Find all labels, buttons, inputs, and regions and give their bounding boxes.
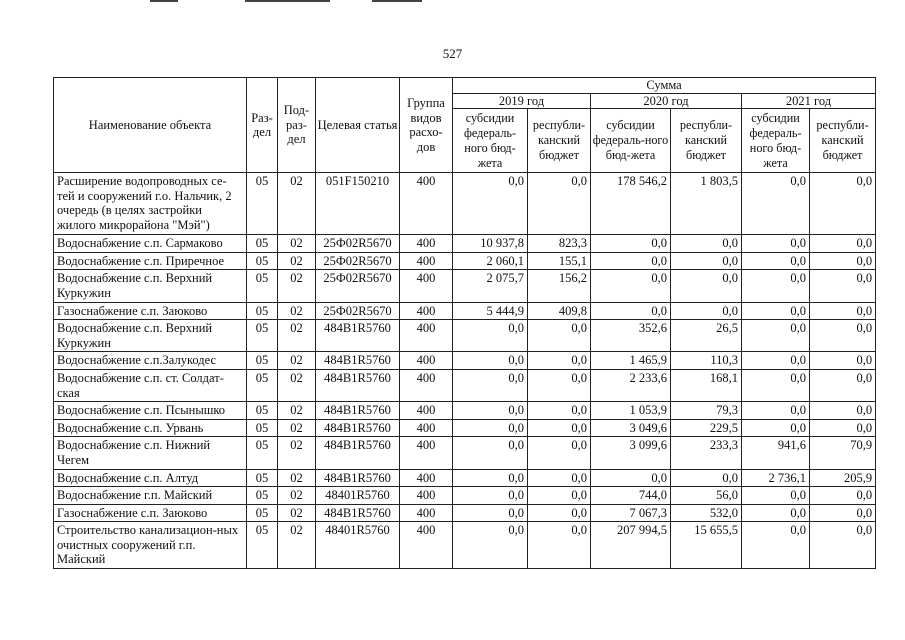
row-2019-rep: 0,0 [528, 437, 591, 469]
row-2019-fed: 0,0 [453, 522, 528, 569]
row-name: Водоснабжение с.п. ст. Солдат-ская [54, 369, 247, 401]
row-2020-fed: 352,6 [591, 320, 671, 352]
scan-mark [372, 0, 422, 2]
row-name: Водоснабжение с.п. Верхний Куркужин [54, 270, 247, 302]
row-2020-fed: 1 465,9 [591, 352, 671, 370]
header-fed: субсидии федераль-ного бюд-жета [453, 109, 528, 173]
row-2021-fed: 0,0 [742, 235, 810, 253]
row-section: 05 [247, 522, 278, 569]
row-2021-fed: 0,0 [742, 369, 810, 401]
row-subsection: 02 [278, 487, 316, 505]
row-group: 400 [400, 487, 453, 505]
row-subsection: 02 [278, 352, 316, 370]
row-2021-fed: 0,0 [742, 504, 810, 522]
row-group: 400 [400, 522, 453, 569]
row-2021-rep: 205,9 [810, 469, 876, 487]
row-group: 400 [400, 302, 453, 320]
row-2020-rep: 15 655,5 [671, 522, 742, 569]
table-row [54, 369, 876, 401]
row-2019-fed: 0,0 [453, 487, 528, 505]
row-section: 05 [247, 469, 278, 487]
header-year-2020: 2020 год [591, 93, 742, 109]
row-target: 484B1R5760 [316, 402, 400, 420]
row-2021-fed: 0,0 [742, 352, 810, 370]
row-group: 400 [400, 173, 453, 235]
row-2021-fed: 0,0 [742, 270, 810, 302]
row-2021-rep: 0,0 [810, 522, 876, 569]
row-2020-fed: 178 546,2 [591, 173, 671, 235]
row-target: 484B1R5760 [316, 369, 400, 401]
header-fed: субсидии федераль-ного бюд-жета [742, 109, 810, 173]
row-section: 05 [247, 352, 278, 370]
row-2020-fed: 3 049,6 [591, 419, 671, 437]
row-2021-rep: 0,0 [810, 352, 876, 370]
row-2021-fed: 941,6 [742, 437, 810, 469]
row-2019-rep: 0,0 [528, 369, 591, 401]
row-2019-rep: 0,0 [528, 522, 591, 569]
scan-mark [150, 0, 178, 2]
row-section: 05 [247, 504, 278, 522]
row-2019-fed: 0,0 [453, 320, 528, 352]
table-row [54, 437, 876, 469]
row-2020-fed: 1 053,9 [591, 402, 671, 420]
row-2020-fed: 0,0 [591, 235, 671, 253]
row-2021-fed: 0,0 [742, 522, 810, 569]
row-2021-rep: 0,0 [810, 270, 876, 302]
row-2019-rep: 0,0 [528, 487, 591, 505]
row-2020-fed: 207 994,5 [591, 522, 671, 569]
header-section: Раз-дел [247, 78, 278, 173]
row-section: 05 [247, 402, 278, 420]
row-2020-rep: 0,0 [671, 270, 742, 302]
table-row [54, 252, 876, 270]
row-group: 400 [400, 320, 453, 352]
row-2019-rep: 0,0 [528, 173, 591, 235]
row-2019-fed: 0,0 [453, 469, 528, 487]
header-rep: республи-канский бюджет [810, 109, 876, 173]
row-subsection: 02 [278, 504, 316, 522]
row-target: 25Ф02R5670 [316, 270, 400, 302]
row-2020-rep: 110,3 [671, 352, 742, 370]
header-fed: субсидии федераль-ного бюд-жета [591, 109, 671, 173]
row-section: 05 [247, 302, 278, 320]
row-2021-rep: 0,0 [810, 173, 876, 235]
row-2019-fed: 0,0 [453, 504, 528, 522]
table-row [54, 402, 876, 420]
row-2021-fed: 0,0 [742, 402, 810, 420]
row-2020-fed: 0,0 [591, 469, 671, 487]
row-name: Водоснабжение с.п. Алтуд [54, 469, 247, 487]
row-2019-fed: 0,0 [453, 369, 528, 401]
table-row [54, 419, 876, 437]
row-2019-fed: 0,0 [453, 352, 528, 370]
row-section: 05 [247, 487, 278, 505]
row-group: 400 [400, 402, 453, 420]
row-2021-rep: 0,0 [810, 369, 876, 401]
row-name: Водоснабжение с.п. Верхний Куркужин [54, 320, 247, 352]
row-2020-rep: 26,5 [671, 320, 742, 352]
row-2019-rep: 155,1 [528, 252, 591, 270]
header-year-2021: 2021 год [742, 93, 876, 109]
row-2020-rep: 168,1 [671, 369, 742, 401]
row-2019-rep: 0,0 [528, 469, 591, 487]
row-2019-fed: 0,0 [453, 173, 528, 235]
row-group: 400 [400, 504, 453, 522]
row-name: Водоснабжение с.п. Псынышко [54, 402, 247, 420]
row-2020-fed: 744,0 [591, 487, 671, 505]
scan-mark [245, 0, 330, 2]
row-group: 400 [400, 252, 453, 270]
row-target: 25Ф02R5670 [316, 252, 400, 270]
row-subsection: 02 [278, 302, 316, 320]
row-2019-rep: 823,3 [528, 235, 591, 253]
row-2021-fed: 0,0 [742, 302, 810, 320]
row-2019-fed: 2 075,7 [453, 270, 528, 302]
row-subsection: 02 [278, 419, 316, 437]
row-2021-rep: 0,0 [810, 504, 876, 522]
row-section: 05 [247, 369, 278, 401]
header-rep: республи-канский бюджет [671, 109, 742, 173]
header-name: Наименование объекта [54, 78, 247, 173]
row-name: Водоснабжение г.п. Майский [54, 487, 247, 505]
row-2020-fed: 7 067,3 [591, 504, 671, 522]
row-2021-rep: 0,0 [810, 320, 876, 352]
row-2020-rep: 1 803,5 [671, 173, 742, 235]
row-subsection: 02 [278, 173, 316, 235]
row-2019-rep: 0,0 [528, 352, 591, 370]
page-number: 527 [442, 46, 463, 61]
row-section: 05 [247, 235, 278, 253]
header-year-2019: 2019 год [453, 93, 591, 109]
row-target: 051F150210 [316, 173, 400, 235]
row-section: 05 [247, 437, 278, 469]
row-subsection: 02 [278, 252, 316, 270]
row-name: Строительство канализацион-ных очистных сооружений г.п. Майский [54, 522, 247, 569]
row-target: 484B1R5760 [316, 469, 400, 487]
row-name: Водоснабжение с.п. Урвань [54, 419, 247, 437]
row-subsection: 02 [278, 437, 316, 469]
row-target: 484B1R5760 [316, 352, 400, 370]
row-2020-fed: 3 099,6 [591, 437, 671, 469]
row-2020-rep: 0,0 [671, 235, 742, 253]
row-2021-rep: 0,0 [810, 419, 876, 437]
row-2021-fed: 0,0 [742, 252, 810, 270]
row-2019-rep: 0,0 [528, 402, 591, 420]
row-2019-fed: 5 444,9 [453, 302, 528, 320]
row-2021-rep: 0,0 [810, 235, 876, 253]
row-section: 05 [247, 173, 278, 235]
table-row [54, 469, 876, 487]
row-name: Газоснабжение с.п. Заюково [54, 302, 247, 320]
row-name: Расширение водопроводных се-тей и сооружений г.о. Нальчик, 2 очередь (в целях застройки жилого микрорайона "Мэй") [54, 173, 247, 235]
row-2020-rep: 0,0 [671, 252, 742, 270]
header-target: Целевая статья [316, 78, 400, 173]
row-subsection: 02 [278, 235, 316, 253]
row-name: Газоснабжение с.п. Заюково [54, 504, 247, 522]
table-row [54, 270, 876, 302]
table-row [54, 235, 876, 253]
row-subsection: 02 [278, 270, 316, 302]
row-group: 400 [400, 352, 453, 370]
row-2021-fed: 0,0 [742, 487, 810, 505]
row-target: 484B1R5760 [316, 320, 400, 352]
row-2021-fed: 0,0 [742, 320, 810, 352]
row-2021-rep: 0,0 [810, 302, 876, 320]
row-2020-rep: 0,0 [671, 302, 742, 320]
row-2021-rep: 0,0 [810, 487, 876, 505]
row-2019-rep: 0,0 [528, 320, 591, 352]
table-row [54, 504, 876, 522]
row-2021-rep: 0,0 [810, 252, 876, 270]
row-section: 05 [247, 252, 278, 270]
table-row [54, 173, 876, 235]
row-2021-fed: 2 736,1 [742, 469, 810, 487]
row-2021-rep: 0,0 [810, 402, 876, 420]
row-target: 484B1R5760 [316, 504, 400, 522]
row-2019-fed: 2 060,1 [453, 252, 528, 270]
row-2019-rep: 0,0 [528, 419, 591, 437]
row-2019-rep: 0,0 [528, 504, 591, 522]
row-name: Водоснабжение с.п. Сармаково [54, 235, 247, 253]
row-target: 484B1R5760 [316, 419, 400, 437]
row-name: Водоснабжение с.п.Залукодес [54, 352, 247, 370]
row-2020-rep: 229,5 [671, 419, 742, 437]
row-target: 484B1R5760 [316, 437, 400, 469]
row-name: Водоснабжение с.п. Нижний Чегем [54, 437, 247, 469]
row-2019-fed: 0,0 [453, 419, 528, 437]
row-subsection: 02 [278, 369, 316, 401]
row-target: 25Ф02R5670 [316, 302, 400, 320]
row-target: 48401R5760 [316, 487, 400, 505]
row-2021-fed: 0,0 [742, 419, 810, 437]
row-group: 400 [400, 270, 453, 302]
header-rep: республи-канский бюджет [528, 109, 591, 173]
row-2020-rep: 532,0 [671, 504, 742, 522]
row-2020-fed: 2 233,6 [591, 369, 671, 401]
row-name: Водоснабжение с.п. Приречное [54, 252, 247, 270]
row-group: 400 [400, 369, 453, 401]
row-target: 48401R5760 [316, 522, 400, 569]
row-2019-rep: 409,8 [528, 302, 591, 320]
row-group: 400 [400, 419, 453, 437]
row-2020-fed: 0,0 [591, 252, 671, 270]
row-2020-rep: 56,0 [671, 487, 742, 505]
row-group: 400 [400, 235, 453, 253]
row-section: 05 [247, 419, 278, 437]
row-section: 05 [247, 270, 278, 302]
row-section: 05 [247, 320, 278, 352]
row-subsection: 02 [278, 469, 316, 487]
row-2019-rep: 156,2 [528, 270, 591, 302]
row-2019-fed: 0,0 [453, 402, 528, 420]
row-2020-rep: 79,3 [671, 402, 742, 420]
row-subsection: 02 [278, 402, 316, 420]
row-2021-fed: 0,0 [742, 173, 810, 235]
table-row [54, 352, 876, 370]
row-2019-fed: 10 937,8 [453, 235, 528, 253]
row-2019-fed: 0,0 [453, 437, 528, 469]
row-subsection: 02 [278, 522, 316, 569]
row-2020-rep: 0,0 [671, 469, 742, 487]
header-group: Группа видов расхо-дов [400, 78, 453, 173]
row-target: 25Ф02R5670 [316, 235, 400, 253]
table-row [54, 302, 876, 320]
row-subsection: 02 [278, 320, 316, 352]
row-group: 400 [400, 437, 453, 469]
row-2020-fed: 0,0 [591, 270, 671, 302]
row-2020-fed: 0,0 [591, 302, 671, 320]
row-2020-rep: 233,3 [671, 437, 742, 469]
header-sum: Сумма [453, 78, 876, 94]
table-row [54, 522, 876, 569]
row-2021-rep: 70,9 [810, 437, 876, 469]
budget-table [53, 77, 876, 569]
table-row [54, 320, 876, 352]
table-row [54, 487, 876, 505]
header-subsection: Под-раз-дел [278, 78, 316, 173]
row-group: 400 [400, 469, 453, 487]
